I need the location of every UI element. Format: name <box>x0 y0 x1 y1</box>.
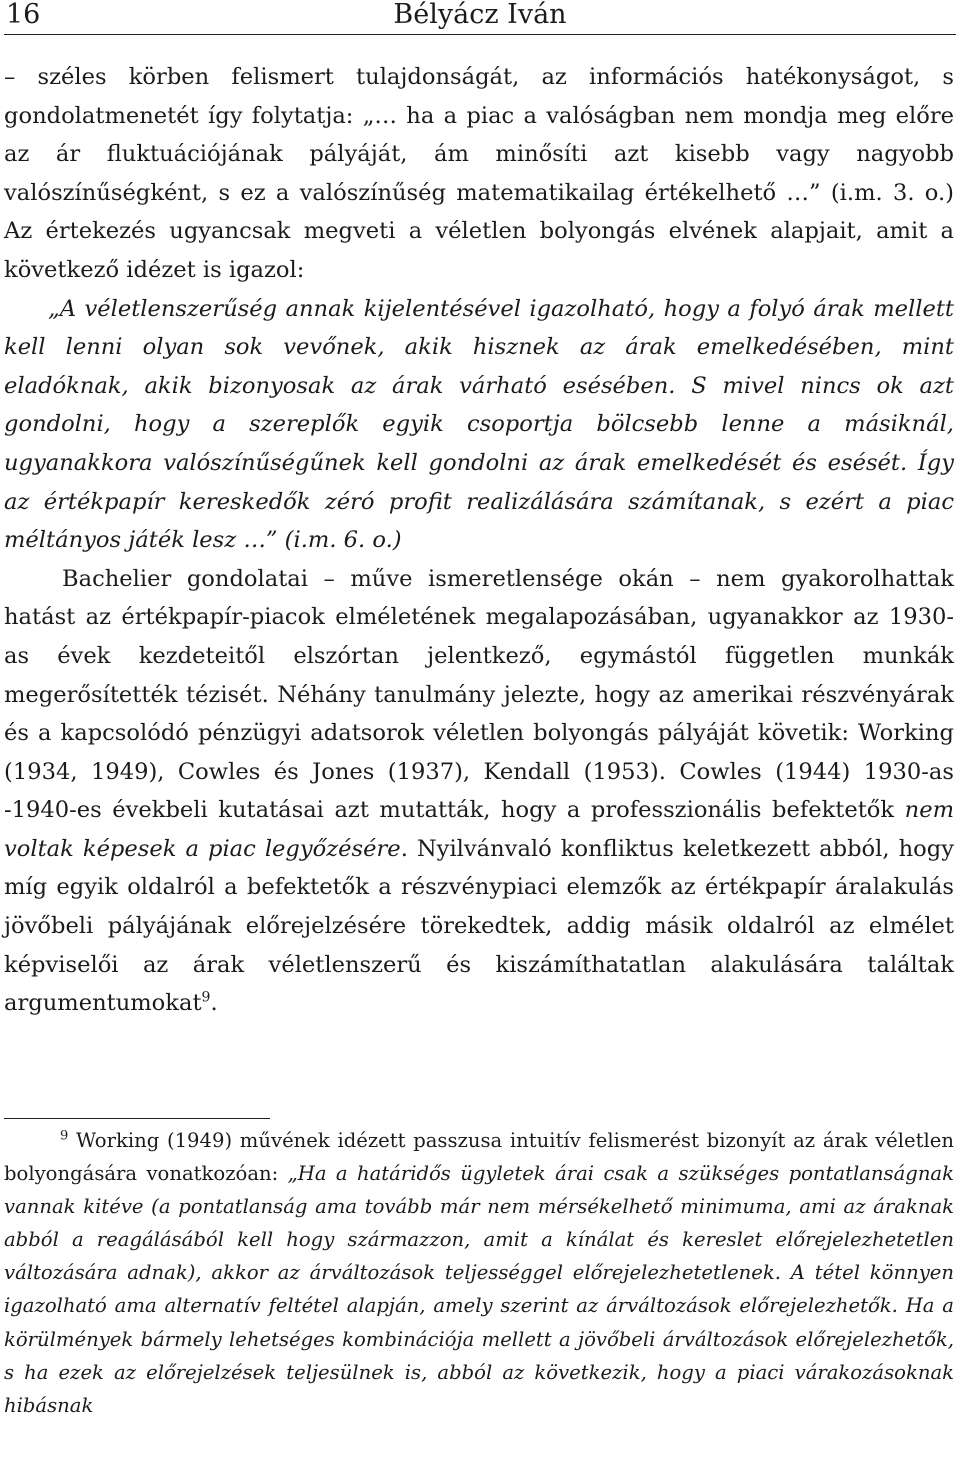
running-head: Bélyácz Iván <box>393 0 567 30</box>
paragraph-2-text-b: . Nyilvánvaló konfliktus keletkezett abból, hogy míg egyik oldalról a befektetők a részvénypiaci elemzők az értékpapír áralakulás jövőbeli pályájának előrejelzésére törekedtek, addig másik oldalról az elmélet képviselői az árak véletlenszerű és kiszámíthatatlan alakulására találtak argumentumokat <box>4 835 954 1017</box>
footnote-reference[interactable]: 9 <box>201 989 211 1006</box>
page-number: 16 <box>6 0 41 30</box>
paragraph-2-end: . <box>210 990 218 1017</box>
paragraph-1 <box>4 58 954 290</box>
paragraph-2 <box>4 560 954 1023</box>
block-quote-text: „A véletlenszerűség annak kijelentésével igazolható, hogy a folyó árak mellett kell lenni olyan sok vevőnek, akik hisznek az árak emelkedésében, mint eladóknak, akik bizonyosak az árak várható esésében. S mivel nincs ok azt gondolni, hogy a szereplők egyik csoportja bölcsebb lenne a másiknál, ugyanakkora valószínűségűnek kell gondolni az árak emelkedését és esését. Így az értékpapír kereskedők zéró profit realizálására számítanak, s ezért a piac méltányos játék lesz …” (i.m. 6. o.) <box>4 295 954 554</box>
footnote-lead: Working (1949) művének idézett passzusa intuitív felismerést bizonyít az árak véletlen bolyongására vonatkozóan: <box>4 1129 954 1186</box>
footnote-divider <box>4 1118 270 1119</box>
footnote-quote: „Ha a határidős ügyletek árai csak a szükséges pontatlanságnak vannak kitéve (a pontatlanság ama tovább már nem mérsékelhető minimuma, ami az áraknak abból a reagálásából kell hogy származzon, amit a kínálat és kereslet előrejelezhetetlen változására adnak), akkor az árváltozások teljességgel előrejelezhetetlenek. A tétel könnyen igazolható ama alternatív feltétel alapján, amely szerint az árváltozások előrejelezhetők. Ha a körülmények bármely lehetséges kombinációja mellett a jövőbeli árváltozások előrejelezhetők, s ha ezek az előrejelzések teljesülnek is, abból az következik, hogy a piaci várakozásoknak hibásnak <box>4 1162 954 1417</box>
footnote <box>4 1124 954 1422</box>
paragraph-1-text: – széles körben felismert tulajdonságát, az információs hatékonyságot, s gondolatmenetét így folytatja: „… ha a piac a valóságban nem mondja meg előre az ár fluktuációjának pályáját, ám minősíti azt kisebb vagy nagyobb valószínűségként, s ez a valószínűség matematikailag értékelhető …” (i.m. 3. o.) Az értekezés ugyancsak megveti a véletlen bolyongás elvének alapjait, amit a következő idézet is igazol: <box>4 64 954 283</box>
page-header <box>4 0 956 35</box>
paragraph-2-text-a: Bachelier gondolatai – műve ismeretlensége okán – nem gyakorolhattak hatást az értékpapír-piacok elméletének megalapozásában, ugyanakkor az 1930-as évek kezdeteitől elszórtan jelentkező, egymástól független munkák megerősítették tézisét. Néhány tanulmány jelezte, hogy az amerikai részvényárak és a kapcsolódó pénzügyi adatsorok véletlen bolyongás pályáját követik: Working (1934, 1949), Cowles és Jones (1937), Kendall (1953). Cowles (1944) 1930-as -1940-es évekbeli kutatásai azt mutatták, hogy a professzionális befektetők <box>4 565 954 824</box>
paragraph-2-emphasis: nem voltak képesek a piac legyőzésére <box>4 797 954 862</box>
block-quote <box>4 290 954 560</box>
footnote-mark: 9 <box>60 1128 69 1144</box>
main-text <box>4 58 954 1023</box>
